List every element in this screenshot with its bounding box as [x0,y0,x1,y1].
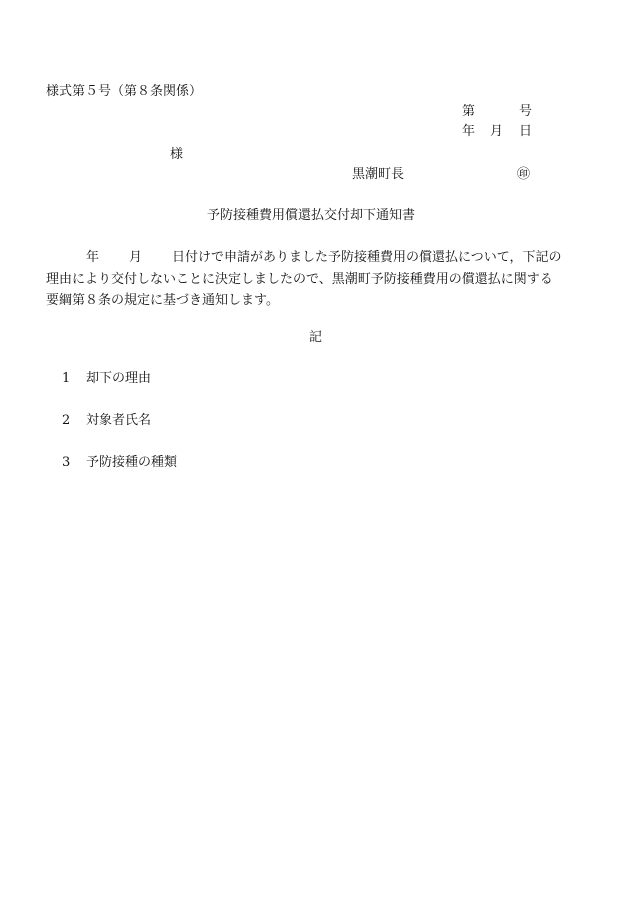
body-text [46,247,586,312]
body-month-label: 月 [129,250,143,265]
list-item-number: 2 [62,413,71,428]
date-year-label: 年 [462,124,476,139]
list-item-number: 3 [62,455,71,470]
body-year-label: 年 [86,250,100,265]
date-month-label: 月 [490,124,504,139]
list-item-label: 予防接種の種類 [86,455,178,470]
addressee-honorific: 様 [170,147,184,162]
record-mark: 記 [309,330,323,345]
list-item [62,413,151,429]
seal-mark: ㊞ [517,167,531,182]
doc-number-suffix: 号 [519,104,533,119]
body-line-3: 要綱第８条の規定に基づき通知します。 [46,293,279,308]
issuer-name: 黒潮町長 [352,167,405,182]
list-item [62,371,151,387]
document-title: 予防接種費用償還払交付却下通知書 [207,208,416,223]
doc-number-label: 第 [462,104,476,119]
list-item-number: 1 [62,371,71,386]
date-day-label: 日 [519,124,533,139]
body-line-1 [46,247,586,269]
form-number: 様式第５号（第８条関係） [46,84,203,99]
body-line-1-text: 日付けで申請がありました予防接種費用の償還払について，下記の [172,250,562,265]
list-item-label: 対象者氏名 [86,413,152,428]
list-item [62,455,177,471]
list-item-label: 却下の理由 [86,371,152,386]
body-line-2: 理由により交付しないことに決定しましたので、黒潮町予防接種費用の償還払に関する [46,271,553,287]
